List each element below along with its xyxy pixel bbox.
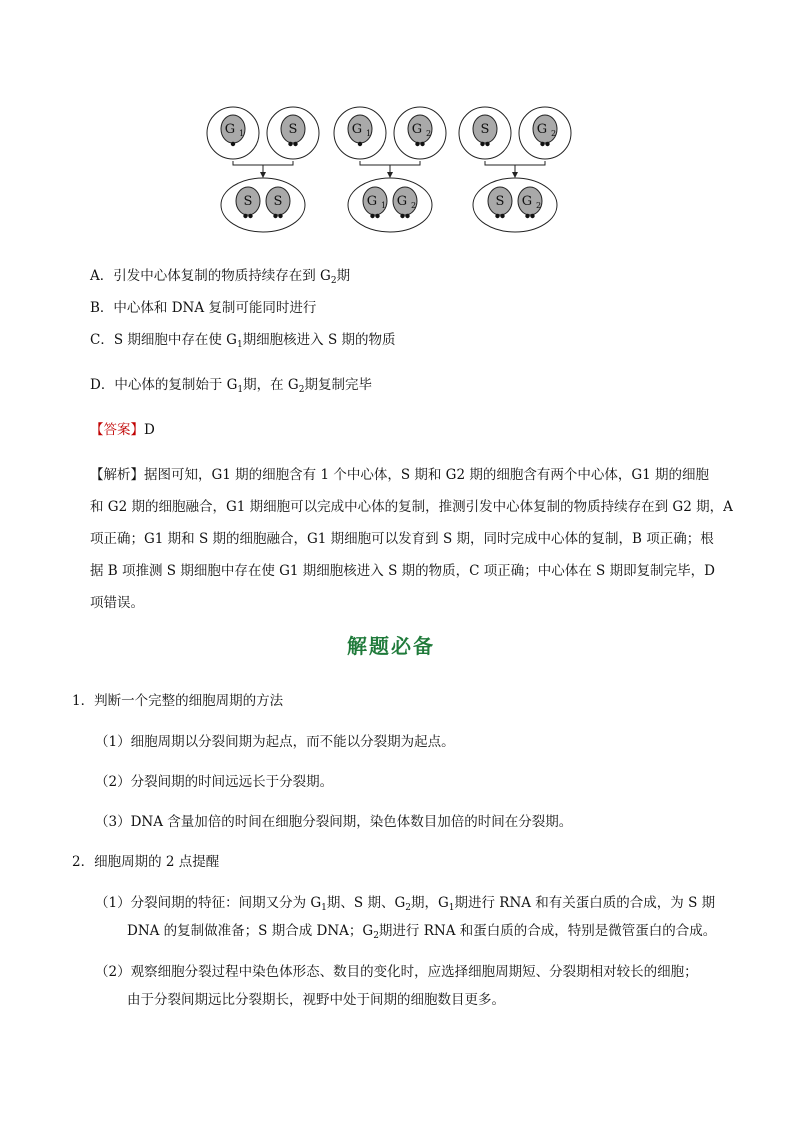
option-d-mid: 期，在 G — [243, 377, 299, 393]
p21a-m2: 期，G — [410, 895, 449, 911]
panel-2-cell-2-centrosome-2 — [420, 142, 424, 146]
panel-1-fused-nucleus-2-centrosome-1 — [273, 214, 277, 218]
panel-3-fused-nucleus-2-centrosome-2 — [530, 214, 534, 218]
panel-3-fused-nucleus-2-centrosome-1 — [525, 214, 529, 218]
panel-3-fused-nucleus-2-label-sub: 2 — [536, 201, 542, 210]
panel-3-fused-nucleus-2-label: G — [521, 194, 533, 209]
cell-fusion-diagram — [205, 105, 590, 235]
panel-2-cell-1-centrosome — [358, 142, 362, 146]
panel-1-fused-nucleus-1-centrosome-2 — [248, 214, 252, 218]
panel-2-fused-cell — [348, 178, 432, 232]
analysis-line-3: 项正确；G1 期和 S 期的细胞融合，G1 期细胞可以发育到 S 期，同时完成中心体的复制，B 项正确；根 — [90, 531, 714, 547]
p21b-pre: DNA 的复制做准备；S 期合成 DNA；G — [127, 923, 374, 939]
option-a — [90, 264, 350, 286]
p21b-post: 期进行 RNA 和蛋白质的合成，特别是微管蛋白的合成。 — [378, 923, 717, 939]
option-a-tail: 期 — [336, 268, 351, 284]
p21a-s3: 1 — [448, 903, 455, 913]
panel-2-fused-nucleus-2-centrosome-1 — [400, 214, 404, 218]
point-1-1: （1）细胞周期以分裂间期为起点，而不能以分裂期为起点。 — [95, 734, 455, 750]
option-d-sub1: 1 — [237, 385, 244, 395]
panel-2-cell-1-label: G — [351, 122, 363, 137]
option-d-sub2: 2 — [298, 385, 305, 395]
analysis-text-1: 据图可知，G1 期的细胞含有 1 个中心体，S 期和 G2 期的细胞含有两个中心体，G1 期的细胞 — [144, 467, 709, 483]
answer-tag: 【答案】 — [90, 422, 144, 438]
panel-1-cell-2-centrosome-1 — [288, 142, 292, 146]
panel-2-fused-nucleus-1-centrosome-1 — [370, 214, 374, 218]
p21a-m1: 期、S 期、G — [326, 895, 406, 911]
analysis-line-5: 项错误。 — [90, 595, 144, 611]
panel-1-fused-nucleus-1-label: S — [243, 194, 253, 209]
option-c — [90, 328, 396, 350]
option-c-sub: 1 — [236, 340, 243, 350]
analysis-tag: 【解析】 — [90, 467, 144, 483]
p21a-pre: （1）分裂间期的特征：间期又分为 G — [95, 895, 322, 911]
panel-2-fused-nucleus-2-centrosome-2 — [405, 214, 409, 218]
answer-value: D — [144, 422, 155, 438]
p21a-s2: 2 — [405, 903, 411, 913]
panel-2-arrow — [387, 172, 393, 178]
panel-2-cell-2-label: G — [411, 122, 423, 137]
panel-1-cell-1-centrosome — [231, 142, 235, 146]
panel-3-cell-2-centrosome-1 — [540, 142, 544, 146]
panel-1-fused-nucleus-2-centrosome-2 — [278, 214, 282, 218]
panel-1-cell-1-label: G — [224, 122, 236, 137]
answer — [90, 418, 155, 438]
point-2-2a: （2）观察细胞分裂过程中染色体形态、数目的变化时，应选择细胞周期短、分裂期相对较长的细胞； — [95, 964, 698, 980]
point-2-1a — [95, 891, 715, 913]
panel-2-fused-nucleus-1-centrosome-2 — [375, 214, 379, 218]
panel-1-cell-2-centrosome-2 — [293, 142, 297, 146]
option-d — [90, 373, 372, 395]
panel-2-fused-nucleus-1-label: G — [366, 194, 378, 209]
panel-1-arrow — [260, 172, 266, 178]
panel-2-cell-1-label-sub: 1 — [366, 129, 372, 138]
option-d-post: 期复制完毕 — [304, 377, 372, 393]
panel-3-cell-2-centrosome-2 — [545, 142, 549, 146]
point-1-2: （2）分裂间期的时间远远长于分裂期。 — [95, 774, 334, 790]
panel-3-cell-1-centrosome-2 — [485, 142, 489, 146]
panel-1-fused-cell — [221, 178, 305, 232]
point-2-2b: 由于分裂间期远比分裂期长，视野中处于间期的细胞数目更多。 — [127, 992, 505, 1008]
panel-3-cell-1-label: S — [480, 122, 490, 137]
option-d-pre: D．中心体的复制始于 G — [90, 377, 238, 393]
analysis-line-2: 和 G2 期的细胞融合，G1 期细胞可以完成中心体的复制，推测引发中心体复制的物质持续存在到 G2 期，A — [90, 499, 733, 515]
panel-3-cell-1-centrosome-1 — [480, 142, 484, 146]
panel-2-fused-nucleus-2-label-sub: 2 — [411, 201, 417, 210]
option-a-sub: 2 — [330, 276, 337, 286]
p21b-s: 2 — [373, 931, 379, 941]
option-b: B．中心体和 DNA 复制可能同时进行 — [90, 300, 317, 316]
panel-1-cell-2-label: S — [288, 122, 298, 137]
panel-2-fused-nucleus-2-label: G — [396, 194, 408, 209]
panel-3-fused-cell — [473, 178, 557, 232]
p21a-post: 期进行 RNA 和有关蛋白质的合成，为 S 期 — [454, 895, 716, 911]
option-c-post: 期细胞核进入 S 期的物质 — [242, 332, 396, 348]
panel-2-fused-nucleus-1-label-sub: 1 — [381, 201, 387, 210]
point-1-3: （3）DNA 含量加倍的时间在细胞分裂间期，染色体数目加倍的时间在分裂期。 — [95, 814, 573, 830]
panel-3-cell-2-label-sub: 2 — [551, 129, 557, 138]
panel-3-fused-nucleus-1-centrosome-2 — [500, 214, 504, 218]
point-2-1b — [127, 919, 716, 941]
analysis-line-4: 据 B 项推测 S 期细胞中存在使 G1 期细胞核进入 S 期的物质，C 项正确；中心体在 S 期即复制完毕，D — [90, 563, 715, 579]
option-a-text: A．引发中心体复制的物质持续存在到 G — [90, 268, 331, 284]
panel-3-fused-nucleus-1-label: S — [495, 194, 505, 209]
panel-1-fused-nucleus-1-centrosome-1 — [243, 214, 247, 218]
panel-2-cell-2-centrosome-1 — [415, 142, 419, 146]
panel-2-cell-2-label-sub: 2 — [426, 129, 432, 138]
section-title: 解题必备 — [347, 634, 435, 658]
panel-3-cell-2-label: G — [536, 122, 548, 137]
point-2: 2．细胞周期的 2 点提醒 — [72, 854, 220, 870]
panel-3-arrow — [512, 172, 518, 178]
point-1: 1．判断一个完整的细胞周期的方法 — [72, 693, 284, 709]
panel-3-fused-nucleus-1-centrosome-1 — [495, 214, 499, 218]
p21a-s1: 1 — [321, 903, 327, 913]
panel-1-cell-1-label-sub: 1 — [239, 129, 245, 138]
panel-1-fused-nucleus-2-label: S — [273, 194, 283, 209]
option-c-pre: C．S 期细胞中存在使 G — [90, 332, 237, 348]
analysis-line-1 — [90, 463, 709, 483]
